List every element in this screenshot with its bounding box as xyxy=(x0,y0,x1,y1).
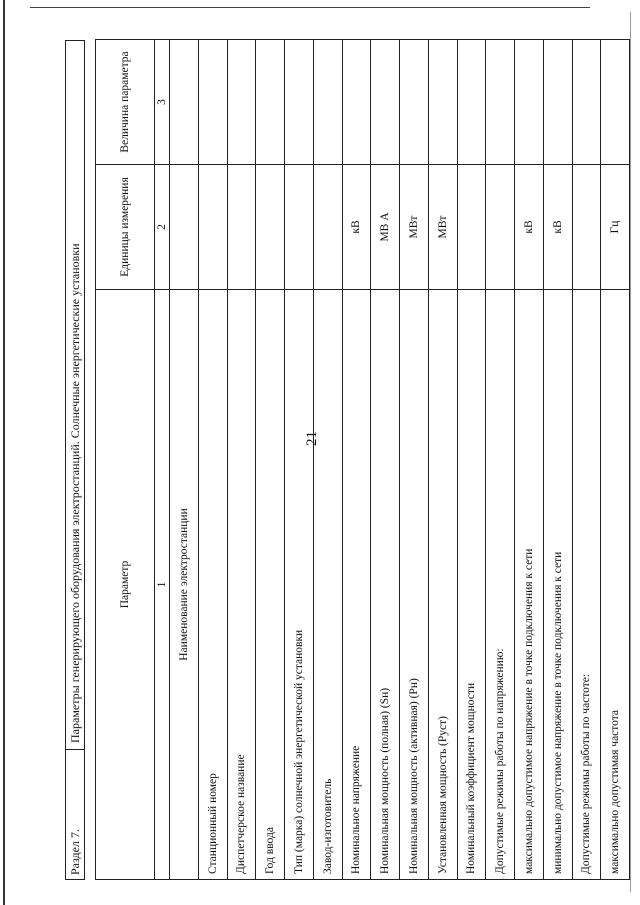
unit-cell: МВ А xyxy=(371,165,400,290)
unit-cell xyxy=(227,165,256,290)
param-cell: Допустимые режимы работы по частоте: xyxy=(572,290,601,880)
parameters-table xyxy=(95,39,630,880)
unit-cell: МВт xyxy=(400,165,429,290)
unit-cell: кВ xyxy=(342,165,371,290)
table-row xyxy=(400,40,429,880)
header-value: Величина параметра xyxy=(96,40,155,165)
param-cell: минимально допустимое напряжение в точке подключения к сети xyxy=(543,290,572,880)
page-number: 21 xyxy=(304,431,320,446)
unit-cell: МВт xyxy=(428,165,457,290)
table-row xyxy=(342,40,371,880)
table-row xyxy=(515,40,544,880)
unit-cell xyxy=(457,165,486,290)
param-cell: Допустимые режимы работы по напряжению: xyxy=(486,290,515,880)
param-cell: Диспетчерское название xyxy=(227,290,256,880)
unit-cell xyxy=(313,165,342,290)
page-left-edge xyxy=(3,0,5,905)
header-parameter: Параметр xyxy=(96,290,155,880)
column-number-2: 2 xyxy=(155,165,170,290)
value-cell xyxy=(285,40,314,165)
value-cell xyxy=(313,40,342,165)
section-label: Раздел 7. xyxy=(66,749,84,879)
unit-cell xyxy=(285,165,314,290)
section-header xyxy=(65,40,85,880)
table-row xyxy=(198,40,227,880)
table-row xyxy=(601,40,630,880)
station-name-label: Наименование электростанции xyxy=(170,290,199,880)
value-cell xyxy=(256,40,285,165)
param-cell: Номинальное напряжение xyxy=(342,290,371,880)
table-row xyxy=(313,40,342,880)
value-cell xyxy=(572,40,601,165)
header-units: Единицы измерения xyxy=(96,165,155,290)
rotated-page-content xyxy=(65,40,635,880)
section-title: Параметры генерирующего оборудования электростанций. Солнечные энергетические установки xyxy=(68,243,82,743)
table-header-row xyxy=(96,40,155,880)
param-cell: Номинальная мощность (активная) (Рн) xyxy=(400,290,429,880)
unit-cell xyxy=(572,165,601,290)
value-cell xyxy=(227,40,256,165)
value-cell xyxy=(198,40,227,165)
table-row xyxy=(486,40,515,880)
table-row xyxy=(256,40,285,880)
value-cell xyxy=(457,40,486,165)
param-cell: Номинальный коэффициент мощности xyxy=(457,290,486,880)
station-name-row xyxy=(170,40,199,880)
param-cell: максимально допустимое напряжение в точке подключения к сети xyxy=(515,290,544,880)
page-top-edge xyxy=(30,7,590,8)
value-cell xyxy=(371,40,400,165)
param-cell: максимально допустимая частота xyxy=(601,290,630,880)
station-name-unit-cell xyxy=(170,165,199,290)
table-row xyxy=(428,40,457,880)
value-cell xyxy=(515,40,544,165)
param-cell: Год ввода xyxy=(256,290,285,880)
value-cell xyxy=(486,40,515,165)
value-cell xyxy=(601,40,630,165)
table-row xyxy=(457,40,486,880)
column-number-1: 1 xyxy=(155,290,170,880)
table-row xyxy=(543,40,572,880)
param-cell: Установленная мощность (Руст) xyxy=(428,290,457,880)
param-cell: Завод-изготовитель xyxy=(313,290,342,880)
table-row xyxy=(285,40,314,880)
unit-cell: кВ xyxy=(515,165,544,290)
value-cell xyxy=(342,40,371,165)
table-row xyxy=(227,40,256,880)
unit-cell: кВ xyxy=(543,165,572,290)
station-name-value-cell xyxy=(170,40,199,165)
param-cell: Номинальная мощность (полная) (Sн) xyxy=(371,290,400,880)
unit-cell xyxy=(256,165,285,290)
unit-cell: Гц xyxy=(601,165,630,290)
value-cell xyxy=(428,40,457,165)
param-cell: Тип (марка) солнечной энергетической установки xyxy=(285,290,314,880)
unit-cell xyxy=(198,165,227,290)
table-row xyxy=(572,40,601,880)
param-cell: Станционный номер xyxy=(198,290,227,880)
value-cell xyxy=(543,40,572,165)
column-number-3: 3 xyxy=(155,40,170,165)
unit-cell xyxy=(486,165,515,290)
column-number-row xyxy=(155,40,170,880)
value-cell xyxy=(400,40,429,165)
table-row xyxy=(371,40,400,880)
